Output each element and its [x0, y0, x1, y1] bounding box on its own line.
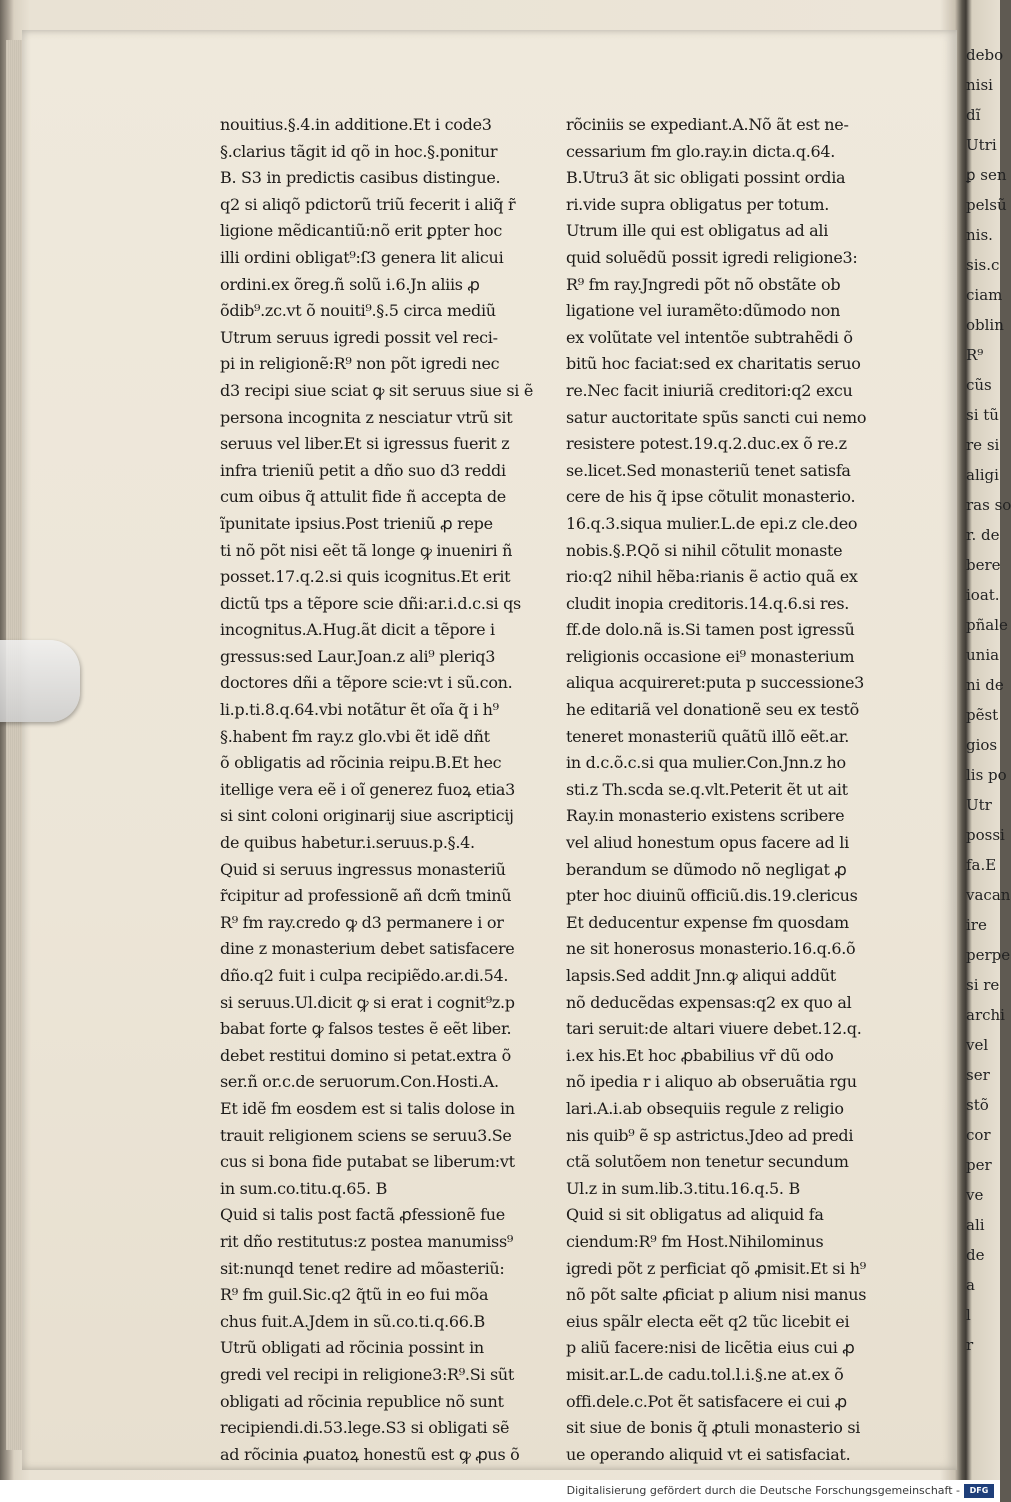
page-fragment-line: ve	[966, 1186, 984, 1204]
text-line: rõciniis se expediant.A.Nõ ãt est ne-	[566, 115, 849, 134]
text-line: debet restitui domino si petat.extra õ	[220, 1045, 511, 1065]
text-line: persona incognita z nesciatur vtrũ sit	[220, 407, 513, 427]
footer-bar	[0, 1480, 1000, 1502]
text-line: ctã solutõem non tenetur secundum	[566, 1152, 849, 1172]
page-fragment-line: lis po	[966, 766, 1007, 784]
text-line: babat forte ꝙ falsos testes ẽ eẽt liber.	[220, 1019, 512, 1039]
text-line: 16.q.3.siqua mulier.L.de epi.z cle.deo	[566, 513, 858, 533]
page-fragment-line: Utri	[966, 136, 997, 154]
dfg-logo-icon: DFG	[964, 1484, 994, 1498]
page-fragment-line: dĩ	[966, 106, 981, 124]
text-line: R⁹ fm guil.Sic.q2 q̃tũ in eo fui mõa	[220, 1285, 489, 1305]
text-line: nõ deducẽdas expensas:q2 ex quo al	[566, 992, 852, 1012]
text-line: nõ ipedia r i aliquo ab obseruãtia rgu	[566, 1072, 857, 1092]
page-fragment-line: ras so	[966, 496, 1011, 514]
page-fragment-line: ire	[966, 916, 987, 934]
page-fragment-line: pñale	[966, 616, 1008, 634]
text-line: igredi põt z perficiat qõ ꝓmisit.Et si h⁹	[566, 1258, 866, 1278]
text-line: dine z monasterium debet satisfacere	[220, 939, 515, 959]
text-line: berandum se dũmodo nõ negligat ꝓ	[566, 859, 847, 879]
text-line: ue operando aliquid vt ei satisfaciat.	[566, 1444, 851, 1464]
text-line: seruus vel liber.Et si igressus fuerit z	[220, 434, 510, 454]
text-line: recipiendi.di.53.lege.S3 si obligati sẽ	[220, 1418, 510, 1438]
page-fragment-line: gios	[966, 736, 998, 754]
text-line: posset.17.q.2.si quis icognitus.Et erit	[220, 567, 511, 587]
page-fragment-line: de	[966, 1246, 985, 1264]
bookmark-tab	[0, 640, 80, 722]
text-line: lapsis.Sed addit Jnn.ꝙ aliqui addũt	[566, 966, 836, 985]
text-line: trauit religionem sciens se seruu3.Se	[220, 1125, 512, 1145]
page-fragment-line: r	[966, 1336, 974, 1354]
page-fragment-line: ioat.	[966, 586, 1000, 604]
text-line: ad rõcinia ꝓuatoꝝ honestũ est ꝙ ꝓus õ	[220, 1444, 520, 1464]
text-line: ligione mẽdicantiũ:nõ erit ꝑpter hoc	[220, 221, 503, 241]
text-line: Ray.in monasterio existens scribere	[566, 806, 845, 826]
text-line: aliqua acquireret:puta p successione3	[566, 673, 865, 693]
text-line: vel aliud honestum opus facere ad li	[566, 833, 849, 853]
text-line: misit.ar.L.de cadu.tol.l.i.§.ne at.ex õ	[566, 1364, 844, 1384]
text-line: sit siue de bonis q̃ ꝓtuli monasterio si	[566, 1418, 861, 1438]
text-line: itellige vera eẽ i oĩ generez fuoꝝ etia3	[220, 779, 516, 799]
text-line: se.licet.Sed monasteriũ tenet satisfa	[566, 460, 851, 480]
text-line: chus fuit.A.Jdem in sũ.co.ti.q.66.B	[220, 1311, 485, 1331]
text-line: ordini.ex õreg.ñ solũ i.6.Jn aliis ꝓ	[220, 274, 480, 294]
text-line: B. S3 in predictis casibus distingue.	[220, 168, 501, 188]
page-fragment-line: a	[966, 1276, 975, 1294]
page-fragment-line: stõ	[966, 1096, 989, 1114]
text-line: pter hoc diuinũ officiũ.dis.19.clericus	[566, 886, 858, 906]
page-fragment-line: sis.c	[966, 256, 1000, 274]
page-fragment-line: aligi	[966, 466, 999, 484]
text-line: õdib⁹.zc.vt õ nouiti⁹.§.5 circa mediũ	[220, 301, 496, 321]
text-line: i.ex his.Et hoc ꝓbabilius vr̃ dũ odo	[566, 1045, 834, 1065]
text-line: cum oibus q̃ attulit fide ñ accepta de	[220, 487, 506, 507]
text-line: nobis.§.P.Qõ si nihil cõtulit monaste	[566, 540, 843, 560]
text-line: §.clarius tãgit id qõ in hoc.§.ponitur	[220, 141, 498, 161]
text-line: teneret monasteriũ quãtũ illõ eẽt.ar.	[566, 726, 850, 746]
page-fragment-line: cũs	[966, 376, 992, 394]
page-fragment-line: l	[966, 1306, 971, 1324]
text-line: re.Nec facit iniuriã creditori:q2 excu	[566, 380, 853, 400]
text-line: gredi vel recipi in religione3:R⁹.Si sũt	[220, 1364, 515, 1384]
text-line: r̃cipitur ad professionẽ añ dcm̃ tminũ	[220, 886, 512, 906]
text-line: in sum.co.titu.q.65. B	[220, 1178, 388, 1198]
text-line: R⁹ fm ray.Jngredi põt nõ obstãte ob	[566, 274, 841, 294]
page-fragment-line: perpe	[966, 946, 1011, 964]
text-line: li.p.ti.8.q.64.vbi notãtur ẽt oĩa q̃ i h⁹	[220, 700, 499, 720]
text-line: §.habent fm ray.z glo.vbi ẽt idẽ dñt	[220, 726, 490, 746]
text-line: si sint coloni originarij siue ascripticij	[220, 806, 514, 826]
page-fragment-line: nisi	[966, 76, 993, 94]
page-fragment-line: si tũ	[966, 406, 999, 424]
text-line: nõ põt salte ꝓficiat p alium nisi manus	[566, 1285, 867, 1305]
text-line: p aliũ facere:nisi de licẽtia eius cui ꝓ	[566, 1338, 855, 1358]
text-line: doctores dñi a tẽpore scie:vt i sũ.con.	[220, 673, 513, 693]
text-line: R⁹ fm ray.credo ꝙ d3 permanere i or	[220, 912, 504, 932]
page-fragment-line: vacan	[966, 886, 1011, 904]
text-line: cus si bona fide putabat se liberum:vt	[220, 1152, 515, 1172]
text-line: in d.c.õ.c.si qua mulier.Con.Jnn.z ho	[566, 753, 846, 773]
text-line: ser.ñ or.c.de seruorum.Con.Hosti.A.	[220, 1072, 499, 1092]
text-line: q2 si aliqõ pdictorũ triũ fecerit i aliq̃ r̃	[220, 194, 516, 214]
page-fragment-line: bere	[966, 556, 1001, 574]
text-line: dictũ tps a tẽpore scie dñi:ar.i.d.c.si qs	[220, 593, 521, 613]
text-line: ne sit honerosus monasterio.16.q.6.õ	[566, 939, 856, 959]
text-line: ĩpunitate ipsius.Post trieniũ ꝓ repe	[220, 513, 493, 533]
text-line: de quibus habetur.i.seruus.p.§.4.	[220, 833, 475, 853]
text-line: religionis occasione ei⁹ monasterium	[566, 646, 855, 666]
text-line: gressus:sed Laur.Joan.z ali⁹ pleriq3	[220, 646, 496, 666]
text-line: B.Utru3 ãt sic obligati possint ordia	[566, 168, 846, 188]
page-fragment-line: fa.E	[966, 856, 997, 874]
page-fragment-line: Utr	[966, 796, 992, 814]
text-line: ligatione vel iuramẽto:dũmodo non	[566, 301, 841, 321]
page-fragment-line: ciam	[966, 286, 1003, 304]
page-fragment-line: ꝑ sen	[966, 166, 1007, 184]
text-line: dño.q2 fuit i culpa recipiẽdo.ar.di.54.	[220, 966, 509, 985]
page-fragment-line: si re	[966, 976, 1000, 994]
page-fragment-line: oblin	[966, 316, 1004, 334]
text-line: sit:nunqd tenet redire ad mõasteriũ:	[220, 1258, 505, 1278]
text-line: ff.de dolo.nã is.Si tamen post igressũ	[566, 620, 855, 640]
text-line: sti.z Th.scda se.q.vlt.Peterit ẽt ut ait	[566, 779, 848, 799]
text-line: si seruus.Ul.dicit ꝙ si erat i cognit⁹z.p	[220, 992, 515, 1012]
page-fragment-line: r. de	[966, 526, 1000, 544]
page-fragment-line: nis.	[966, 226, 993, 244]
page-fragment-line: per	[966, 1156, 992, 1174]
text-line: Quid si sit obligatus ad aliquid fa	[566, 1205, 824, 1225]
text-line: nis quib⁹ ẽ sp astrictus.Jdeo ad predi	[566, 1125, 854, 1145]
text-line: cere de his q̃ ipse cõtulit monasterio.	[566, 487, 856, 507]
page-fragment-line: cor	[966, 1126, 991, 1144]
text-line: Quid si talis post factã ꝓfessionẽ fue	[220, 1205, 505, 1225]
page-fragment-line: pelsũ	[966, 196, 1007, 214]
text-line: rit dño restitutus:z postea manumiss⁹	[220, 1231, 513, 1251]
text-line: nouitius.§.4.in additione.Et i code3	[220, 115, 492, 134]
text-line: incognitus.A.Hug.ãt dicit a tẽpore i	[220, 620, 495, 640]
page-fragment-line: ali	[966, 1216, 985, 1234]
text-line: d3 recipi siue sciat ꝙ sit seruus siue si ẽ	[220, 380, 534, 400]
text-line: he editariã vel donationẽ seu ex testõ	[566, 700, 859, 720]
page-fragment-line: possi	[966, 826, 1005, 844]
text-line: resistere potest.19.q.2.duc.ex õ re.z	[566, 434, 847, 454]
text-line: Utrum ille qui est obligatus ad ali	[566, 221, 829, 241]
text-line: Et deducentur expense fm quosdam	[566, 912, 849, 932]
book-page-edges	[6, 40, 22, 1450]
text-line: satur auctoritate spũs sancti cui nemo	[566, 407, 867, 427]
text-line: quid soluẽdũ possit igredi religione3:	[566, 247, 858, 267]
page-fragment-line: unia	[966, 646, 1000, 664]
page-fragment-line: ser	[966, 1066, 990, 1084]
text-column-left	[220, 112, 580, 1468]
text-line: offi.dele.c.Pot ẽt satisfacere ei cui ꝓ	[566, 1391, 847, 1411]
page-fragment-line: vel	[966, 1036, 989, 1054]
page-fragment-line: R⁹	[966, 346, 984, 364]
text-line: cessarium fm glo.ray.in dicta.q.64.	[566, 141, 836, 161]
text-line: tari seruit:de altari viuere debet.12.q.	[566, 1019, 862, 1039]
text-line: pi in religionẽ:R⁹ non põt igredi nec	[220, 354, 500, 374]
page-fragment-line: debo	[966, 46, 1004, 64]
text-line: õ obligatis ad rõcinia reipu.B.Et hec	[220, 753, 502, 773]
footer-credit-text: Digitalisierung gefördert durch die Deutsche Forschungsgemeinschaft -	[566, 1484, 960, 1497]
text-line: obligati ad rõcinia republice nõ sunt	[220, 1391, 504, 1411]
text-line: illi ordini obligat⁹:ſ3 genera lit alicui	[220, 247, 504, 267]
text-column-right	[566, 112, 916, 1468]
text-line: cludit inopia creditoris.14.q.6.si res.	[566, 593, 850, 613]
text-line: Utrũ obligati ad rõcinia possint in	[220, 1338, 484, 1358]
text-line: ex volũtate vel intentõe subtrahẽdi õ	[566, 327, 853, 347]
page-fragment-line: archi	[966, 1006, 1005, 1024]
text-line: ciendum:R⁹ fm Host.Nihilominus	[566, 1231, 824, 1251]
text-line: infra trieniũ petit a dño suo d3 reddi	[220, 460, 506, 480]
text-line: ti nõ põt nisi eẽt tã longe ꝙ inueniri ñ	[220, 540, 513, 560]
page-fragment-line: re si	[966, 436, 1000, 454]
text-line: Et idẽ fm eosdem est si talis dolose in	[220, 1098, 515, 1118]
text-line: Utrum seruus igredi possit vel reci-	[220, 327, 498, 347]
text-line: eius spãlr electa eẽt q2 tũc licebit ei	[566, 1311, 850, 1331]
text-line: Ul.z in sum.lib.3.titu.16.q.5. B	[566, 1178, 800, 1198]
adjacent-page-fragment	[966, 40, 1011, 1460]
text-line: rio:q2 nihil hẽba:rianis ẽ actio quã ex	[566, 567, 858, 587]
text-line: Quid si seruus ingressus monasteriũ	[220, 859, 506, 879]
text-line: lari.A.i.ab obsequiis regule z religio	[566, 1098, 844, 1118]
page-fragment-line: pẽst	[966, 706, 999, 724]
text-line: bitũ hoc faciat:sed ex charitatis seruo	[566, 354, 861, 374]
page-fragment-line: ni de	[966, 676, 1004, 694]
text-line: ri.vide supra obligatus per totum.	[566, 194, 830, 214]
